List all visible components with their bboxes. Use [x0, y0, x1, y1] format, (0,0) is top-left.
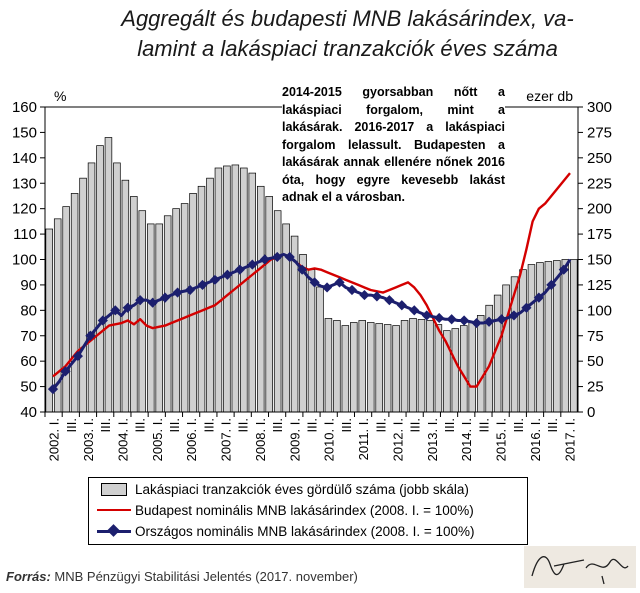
x-axis-tick-label: III.	[98, 418, 114, 433]
legend-item-national	[89, 521, 527, 541]
transactions-bar	[164, 216, 171, 412]
x-axis-tick-label: 2004. I.	[115, 418, 131, 462]
x-axis-tick-label: 2013. I.	[424, 418, 440, 462]
source-text: MNB Pénzügyi Stabilitási Jelentés (2017. november)	[50, 569, 358, 584]
left-axis-tick-label: 60	[20, 353, 37, 371]
national-index-marker	[409, 305, 419, 315]
transactions-bar	[342, 326, 349, 412]
diamond-line-icon	[97, 521, 131, 541]
right-axis-tick-label: 150	[587, 251, 613, 269]
transactions-bar	[181, 204, 188, 412]
transactions-bar	[562, 260, 569, 413]
transactions-bar	[207, 178, 214, 412]
transactions-bar	[537, 263, 544, 412]
transactions-bar	[80, 178, 87, 412]
x-axis-tick-label: III.	[545, 418, 561, 433]
national-index-marker	[459, 315, 469, 325]
x-axis-tick-label: 2003. I.	[80, 418, 96, 462]
right-axis-tick-label: 300	[587, 99, 613, 116]
national-index-marker	[347, 285, 357, 295]
transactions-bar	[427, 321, 434, 413]
transactions-bar	[520, 270, 527, 412]
bar-swatch-icon	[97, 479, 131, 499]
left-axis-tick-label: 120	[11, 200, 37, 218]
right-axis-unit: ezer db	[526, 88, 573, 104]
transactions-bar	[384, 325, 391, 412]
national-index-marker	[447, 314, 457, 324]
transactions-bar	[249, 173, 256, 412]
left-axis-tick-label: 130	[11, 175, 37, 193]
x-axis-tick-label: III.	[63, 418, 79, 433]
right-axis-tick-label: 250	[587, 149, 613, 167]
x-axis-tick-label: 2016. I.	[528, 418, 544, 462]
left-axis-tick-label: 160	[11, 99, 37, 116]
x-axis-tick-label: III.	[510, 418, 526, 433]
x-axis-tick-label: III.	[442, 418, 458, 433]
transactions-bar	[469, 323, 476, 412]
right-axis-tick-label: 275	[587, 124, 613, 142]
left-axis-tick-label: 40	[20, 404, 37, 421]
transactions-bar	[122, 180, 129, 412]
left-axis-tick-label: 100	[11, 251, 37, 269]
chart-legend	[88, 477, 528, 545]
transactions-bar	[359, 321, 366, 413]
x-axis-tick-label: III.	[235, 418, 251, 433]
transactions-bar	[317, 287, 324, 412]
transactions-bar	[156, 224, 163, 412]
transactions-bar	[147, 224, 154, 412]
transactions-bar	[283, 224, 290, 412]
transactions-bar	[88, 163, 95, 412]
x-axis-tick-label: 2017. I.	[562, 418, 578, 462]
transactions-bar	[528, 265, 535, 412]
transactions-bar	[266, 196, 273, 412]
transactions-bar	[570, 260, 577, 413]
x-axis-tick-label: 2007. I.	[218, 418, 234, 462]
x-axis-tick-label: III.	[304, 418, 320, 433]
transactions-bar	[308, 270, 315, 412]
x-axis-tick-label: 2005. I.	[149, 418, 165, 462]
transactions-bar	[452, 329, 459, 412]
source-note	[6, 569, 358, 584]
left-axis-tick-label: 150	[11, 124, 37, 142]
left-axis-unit: %	[54, 88, 67, 104]
transactions-bar	[105, 138, 112, 413]
transactions-bar	[333, 321, 340, 413]
left-axis-tick-label: 80	[20, 302, 37, 320]
national-index-marker	[384, 295, 394, 305]
transactions-bar	[300, 254, 307, 412]
x-axis-tick-label: III.	[201, 418, 217, 433]
legend-item-transactions	[89, 479, 527, 499]
legend-item-budapest	[89, 500, 527, 520]
right-axis-tick-label: 175	[587, 226, 613, 244]
transactions-bar	[190, 193, 197, 412]
x-axis-tick-label: 2008. I.	[252, 418, 268, 462]
source-label: Forrás:	[6, 569, 51, 584]
transactions-bar	[477, 315, 484, 412]
national-index-marker	[397, 300, 407, 310]
transactions-bar	[240, 168, 247, 412]
legend-label-national: Országos nominális MNB lakásárindex (2008. I. = 100%)	[135, 523, 475, 539]
x-axis-tick-label: III.	[338, 418, 354, 433]
x-axis-tick-label: 2014. I.	[459, 418, 475, 462]
national-index-marker	[359, 290, 369, 300]
x-axis-tick-label: 2006. I.	[184, 418, 200, 462]
transactions-bar	[325, 318, 332, 412]
transactions-bar	[367, 323, 374, 412]
transactions-bar	[139, 211, 146, 412]
transactions-bar	[114, 163, 121, 412]
chart-title-line-2: lamint a lakáspiaci tranzakciók éves száma	[137, 36, 558, 61]
transactions-bar	[97, 146, 104, 412]
transactions-bar	[393, 326, 400, 412]
signature-image	[524, 546, 636, 588]
x-axis-tick-label: 2012. I.	[390, 418, 406, 462]
x-axis-tick-label: 2011. I.	[356, 418, 372, 461]
left-axis-tick-label: 90	[20, 276, 37, 294]
right-axis-tick-label: 100	[587, 302, 613, 320]
transactions-bar	[435, 325, 442, 412]
transactions-bar	[460, 326, 467, 412]
transactions-bar	[257, 186, 264, 412]
x-axis-tick-label: III.	[132, 418, 148, 433]
transactions-bar	[410, 318, 417, 412]
chart-annotation: 2014-2015 gyorsabban nőtt a lakáspiaci forgalom, mint a lakásárak. 2016-2017 a lakáspiaci forgalom lelassult. Budapesten a lakásárak annak ellenére nőnek 2016 óta, hogy egyre kevesebb lakást adnak el a városban.	[282, 84, 505, 207]
transactions-bar	[198, 186, 205, 412]
x-axis-tick-label: 2009. I.	[287, 418, 303, 462]
right-axis-tick-label: 50	[587, 353, 604, 371]
red-line-icon	[97, 500, 131, 520]
right-axis-tick-label: 0	[587, 404, 596, 421]
right-axis-tick-label: 225	[587, 175, 613, 193]
transactions-bar	[224, 166, 231, 412]
x-axis-tick-label: 2002. I.	[46, 418, 62, 462]
left-axis-tick-label: 70	[20, 327, 37, 345]
x-axis-tick-label: 2015. I.	[493, 418, 509, 462]
transactions-bar	[46, 229, 53, 412]
transactions-bar	[173, 209, 180, 412]
chart-title-line-1: Aggregált és budapesti MNB lakásárindex, va-	[121, 6, 574, 31]
right-axis-tick-label: 25	[587, 378, 604, 396]
transactions-bar	[350, 323, 357, 412]
transactions-bar	[274, 211, 281, 412]
transactions-bar	[215, 168, 222, 412]
x-axis-tick-label: III.	[407, 418, 423, 433]
x-axis-tick-label: III.	[373, 418, 389, 433]
transactions-bar	[503, 285, 510, 412]
x-axis-tick-label: III.	[166, 418, 182, 433]
transactions-bar	[418, 319, 425, 412]
legend-label-transactions: Lakáspiaci tranzakciók éves gördülő száma (jobb skála)	[135, 481, 469, 497]
right-axis-tick-label: 200	[587, 200, 613, 218]
x-axis-tick-label: 2010. I.	[321, 418, 337, 462]
left-axis-tick-label: 140	[11, 149, 37, 167]
left-axis-tick-label: 50	[20, 378, 37, 396]
left-axis-tick-label: 110	[13, 226, 37, 244]
right-axis-tick-label: 125	[587, 276, 613, 294]
transactions-bar	[401, 321, 408, 413]
signature-scribble	[524, 546, 636, 588]
right-axis-tick-label: 75	[587, 327, 604, 345]
transactions-bar	[63, 207, 70, 412]
legend-label-budapest: Budapest nominális MNB lakásárindex (2008. I. = 100%)	[135, 502, 474, 518]
transactions-bar	[71, 193, 78, 412]
x-axis-tick-label: III.	[270, 418, 286, 433]
transactions-bar	[376, 324, 383, 412]
x-axis-tick-label: III.	[476, 418, 492, 433]
